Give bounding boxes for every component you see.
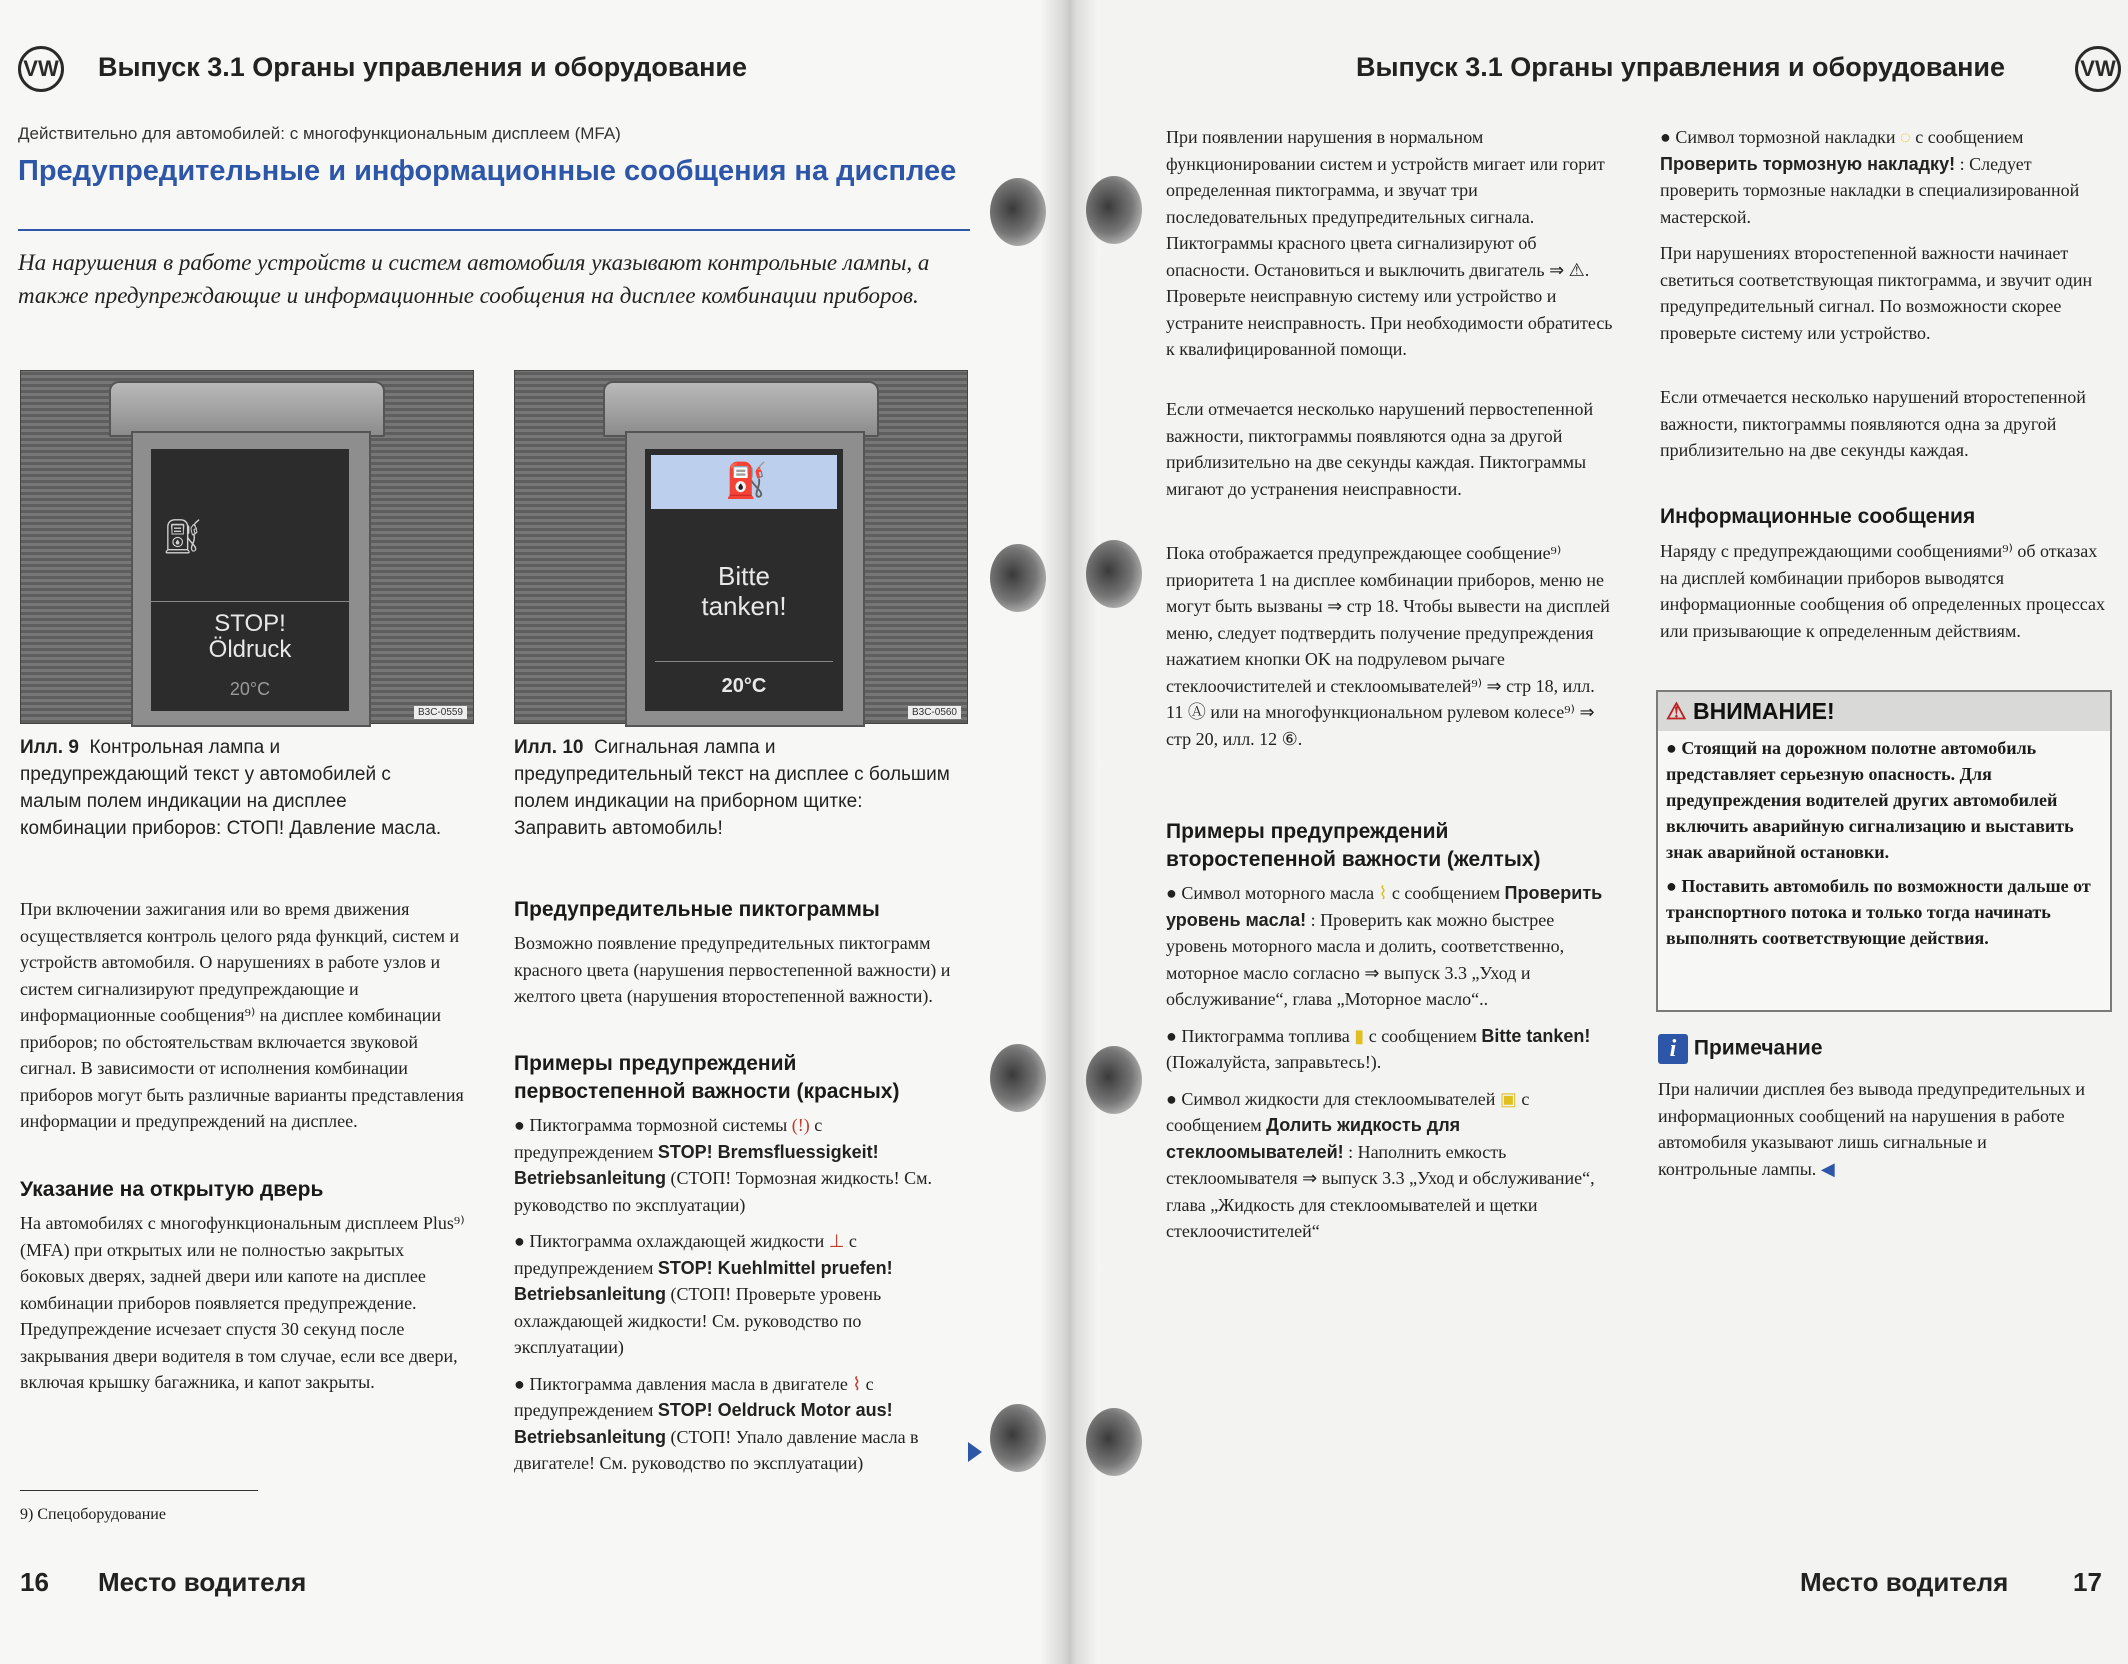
lcd-temperature: 20°C (721, 675, 767, 697)
note-title: Примечание (1693, 1036, 1823, 1060)
secondary-multiple-paragraph: Если отмечается несколько нарушений второстепенной важности, пиктограммы появляются одна за другой приблизительно на две секунды каждая. (1660, 387, 2086, 460)
footnote: 9) Спецоборудование (20, 1506, 166, 1523)
yellow-warning-item: ● Символ моторного масла ⌇ с сообщением Проверить уровень масла! : Проверить как можно быстрее уровень моторного масла и долить, соответственно, моторное масло согласно ⇒ выпуск 3.3 „Уход и обслуживание“, глава „Моторное масло“.. (1166, 883, 1603, 1009)
item-message: Проверить уровень масла! (1166, 883, 1603, 930)
item-text: с сообщением (1166, 1088, 1530, 1135)
item-message: Bitte tanken! (1481, 1025, 1591, 1046)
item-text: (СТОП! Тормозная жидкость! См. руководство по эксплуатации) (514, 1168, 933, 1215)
yellow-warning-item: ● Символ жидкости для стеклоомывателей ▣ с сообщением Долить жидкость для стеклоомывателей! : Наполнить емкость стеклоомывателя ⇒ выпуск 3.3 „Уход и обслуживание“, глава „Жидкость для стеклоомывателей и щетки стеклоочистителей“ (1166, 1088, 1595, 1241)
item-text: с сообщением (1910, 127, 2024, 147)
warning-title: ВНИМАНИЕ! (1693, 698, 1835, 724)
right-page-header: Выпуск 3.1 Органы управления и оборудование (1356, 52, 2006, 82)
item-text: с предупреждением (514, 1231, 857, 1278)
fuel-pump-icon: ⛽ (725, 461, 768, 501)
warning-triangle-icon: ⚠ (1666, 698, 1687, 724)
left-footer: Место водителя (98, 1567, 307, 1597)
warning-item-text: Поставить автомобиль по возможности дальше от транспортного потока и только тогда начинать выполнять соответствующие действия. (1666, 876, 2091, 948)
left-page (0, 0, 1060, 1664)
figure-10-caption-text: Сигнальная лампа и предупредительный текст на дисплее с большим полем индикации на приборном щитке: Заправить автомобиль! (514, 737, 950, 839)
menu-paragraph: Пока отображается предупреждающее сообщение⁹⁾ приоритета 1 на дисплее комбинации приборов, меню не могут быть вызваны ⇒ стр 18. Чтобы вывести на дисплей меню, следует подтвердить получение предупреждения нажатием кнопки OK на подрулевом рычаге стеклоочистителей и стеклоомывателей⁹⁾ ⇒ стр 18, илл. 11 Ⓐ или на многофункциональном рулевом колесе⁹⁾ ⇒ стр 20, илл. 12 ⑥. (1166, 543, 1610, 749)
display-screen (151, 449, 349, 711)
red-warnings-list (514, 1112, 966, 1487)
red-warning-item: ● Пиктограмма давления масла в двигателе ⌇ с предупреждением STOP! Oeldruck Motor aus! Betriebsanleitung (СТОП! Упало давление масла в двигателе! См. руководство по эксплуатации) (514, 1373, 919, 1473)
figure-code: B3C-0559 (414, 706, 467, 719)
red-warning-item: ● Пиктограмма охлаждающей жидкости ⊥ с предупреждением STOP! Kuehlmittel pruefen! Betriebsanleitung (СТОП! Проверьте уровень охлаждающей жидкости! См. руководство по эксплуатации) (514, 1231, 893, 1357)
item-text: Пиктограмма топлива (1181, 1025, 1355, 1046)
brake-system-icon: (!) (791, 1115, 810, 1135)
item-text: с предупреждением (514, 1115, 823, 1162)
display-hood (603, 381, 879, 437)
item-text: с сообщением (1364, 1025, 1482, 1046)
item-message: Долить жидкость для стеклоомывателей! (1166, 1115, 1461, 1162)
item-text: (СТОП! Упало давление масла в двигателе! См. руководство по эксплуатации) (514, 1426, 919, 1473)
red-warning-item: ● Пиктограмма тормозной системы (!) с предупреждением STOP! Bremsfluessigkeit! Betriebsanleitung (СТОП! Тормозная жидкость! См. руководство по эксплуатации) (514, 1115, 933, 1215)
item-text: Пиктограмма давления масла в двигателе (529, 1373, 853, 1394)
end-marker-icon: ◀ (1820, 1158, 1835, 1179)
page-title: Предупредительные и информационные сообщения на дисплее (18, 155, 957, 187)
fuel-icon: ▮ (1354, 1025, 1365, 1046)
item-message: STOP! Oeldruck Motor aus! Betriebsanleitung (514, 1400, 893, 1447)
item-text: (Пожалуйста, заправьтесь!). (1166, 1052, 1382, 1072)
figure-9 (20, 370, 474, 724)
item-text: : Наполнить емкость стеклоомывателя ⇒ выпуск 3.3 „Уход и обслуживание“, глава „Жидкость для стеклоомывателей и щетки стеклоочистителей“ (1166, 1141, 1595, 1241)
secondary-faults-paragraph: При нарушениях второстепенной важности начинает светиться соответствующая пиктограмма, и звучит один предупредительный сигнал. По возможности скорее проверьте систему или устройство. (1660, 243, 2093, 343)
validity-note: Действительно для автомобилей: с многофункциональным дисплеем (MFA) (18, 124, 621, 143)
vw-logo-icon: VW (18, 46, 64, 92)
item-text: Пиктограмма охлаждающей жидкости (529, 1231, 829, 1251)
multiple-faults-paragraph: Если отмечается несколько нарушений первостепенной важности, пиктограммы появляются одна за другой приблизительно на две секунды каждая. Пиктограммы мигают до устранения неисправности. (1166, 399, 1594, 499)
lcd-temperature: 20°C (229, 679, 271, 699)
item-text: с предупреждением (514, 1373, 874, 1420)
figure-10 (514, 370, 968, 724)
page-number-16: 16 (20, 1567, 49, 1597)
pictograms-paragraph: Возможно появление предупредительных пиктограмм красного цвета (нарушения первостепенной важности) и желтого цвета (нарушения второстепенной важности). (514, 933, 951, 1006)
display-hood (109, 381, 385, 437)
figure-10-caption (514, 734, 954, 842)
item-text: Символ жидкости для стеклоомывателей (1181, 1088, 1500, 1109)
pictograms-heading: Предупредительные пиктограммы (514, 898, 880, 921)
item-message: STOP! Kuehlmittel pruefen! Betriebsanleitung (514, 1257, 893, 1304)
left-page-header: Выпуск 3.1 Органы управления и оборудование (98, 52, 748, 82)
note-paragraph (1658, 1076, 2088, 1182)
item-text: : Следует проверить тормозные накладки в специализированной мастерской. (1660, 153, 2080, 227)
figure-10-label: Илл. 10 (514, 737, 584, 758)
washer-fluid-icon: ▣ (1499, 1088, 1517, 1109)
brake-pad-icon: ◌ (1900, 127, 1911, 147)
red-warnings-heading: Примеры предупреждений первостепенной важности (красных) (514, 1052, 900, 1103)
coolant-icon: ⊥ (828, 1231, 845, 1251)
warning-item: ● Поставить автомобиль по возможности дальше от транспортного потока и только тогда начинать выполнять соответствующие действия. (1666, 876, 2091, 948)
page-number-17: 17 (2073, 1567, 2102, 1597)
lcd-oeldruck-text: Öldruck (208, 636, 292, 663)
footnote-rule (20, 1490, 258, 1491)
screen-divider (655, 661, 833, 662)
note-text: При наличии дисплея без вывода предупредительных и информационных сообщений на нарушения в работе автомобиля указывают лишь сигнальные и контрольные лампы. (1658, 1079, 2085, 1179)
oil-pressure-icon: ⌇ (852, 1373, 862, 1394)
door-heading: Указание на открытую дверь (20, 1178, 324, 1201)
warning-header (1658, 692, 2110, 731)
yellow-warning-item: ● Пиктограмма топлива ▮ с сообщением Bitte tanken! (Пожалуйста, заправьтесь!). (1166, 1025, 1591, 1072)
figure-9-caption (20, 734, 450, 842)
item-text: Пиктограмма тормозной системы (529, 1115, 792, 1135)
item-message: STOP! Bremsfluessigkeit! Betriebsanleitung (514, 1141, 879, 1188)
lcd-tanken-text: tanken! (701, 591, 787, 621)
binding-hole (990, 1404, 1046, 1472)
item-message: Проверить тормозную накладку! (1660, 153, 1956, 174)
figure-9-label: Илл. 9 (20, 737, 79, 758)
binding-hole (990, 178, 1046, 246)
info-icon: i (1658, 1034, 1688, 1064)
fuel-icon-panel (651, 455, 837, 509)
door-paragraph: На автомобилях с многофункциональным дисплеем Plus⁹⁾ (MFA) при открытых или не полностью закрытых боковых дверях, задней двери или капоте на дисплее комбинации приборов появляется предупреждение. Предупреждение исчезает спустя 30 секунд после закрывания двери водителя в том случае, если все двери, включая крышку багажника, и капот закрыты. (20, 1213, 465, 1392)
continue-arrow-icon (968, 1442, 982, 1462)
oil-level-icon: ⌇ (1378, 883, 1388, 903)
lcd-stop-text: STOP! (214, 610, 286, 637)
lcd-bitte-text: Bitte (717, 561, 771, 591)
binding-hole (990, 544, 1046, 612)
malfunction-paragraph: При появлении нарушения в нормальном функционировании систем и устройств мигает или горит определенная пиктограмма, и звучат три последовательных предупредительных сигнала. Пиктограммы красного цвета сигнализируют об опасности. Остановиться и выключить двигатель ⇒ ⚠. Проверьте неисправную систему или устройство и устраните неисправность. При необходимости обратитесь к квалифицированной помощи. (1166, 127, 1613, 359)
warning-box (1656, 690, 2112, 1012)
binding-hole (990, 1044, 1046, 1112)
figure-code: B3C-0560 (908, 706, 961, 719)
item-text: (СТОП! Проверьте уровень охлаждающей жидкости! См. руководство по эксплуатации) (514, 1284, 882, 1357)
brake-pad-item: ● Символ тормозной накладки ◌ с сообщением Проверить тормозную накладку! : Следует проверить тормозные накладки в специализированной мастерской. (1660, 127, 2080, 227)
warning-item: ● Стоящий на дорожном полотне автомобиль представляет серьезную опасность. Для предупреждения водителей других автомобилей включить аварийную сигнализацию и выставить знак аварийной остановки. (1666, 738, 2074, 862)
yellow-warnings-heading: Примеры предупреждений второстепенной важности (желтых) (1166, 820, 1541, 871)
info-messages-paragraph: Наряду с предупреждающими сообщениями⁹⁾ об отказах на дисплей комбинации приборов выводятся информационные сообщения об определенных процессах или призывающие к определенным действиям. (1660, 541, 2105, 641)
right-page (1080, 0, 2128, 1664)
screen-divider (151, 601, 349, 602)
ignition-paragraph: При включении зажигания или во время движения осуществляется контроль целого ряда функций, систем и устройств автомобиля. О нарушениях в работе узлов и систем сигнализируют предупреждающие и информационные сообщения⁹⁾ на дисплее комбинации приборов; по обстоятельствам включается звуковой сигнал. В зависимости от исполнения комбинации приборов могут быть различные варианты представления информации и предупреждений на дисплее. (20, 899, 464, 1131)
item-text: : Проверить как можно быстрее уровень моторного масла и долить, соответственно, моторное масло согласно ⇒ выпуск 3.3 „Уход и обслуживание“, глава „Моторное масло“.. (1166, 909, 1565, 1009)
right-footer: Место водителя (1800, 1567, 2009, 1597)
item-text: Символ моторного масла (1181, 883, 1379, 903)
figure-9-caption-text: Контрольная лампа и предупреждающий текст у автомобилей с малым полем индикации на дисплее комбинации приборов: СТОП! Давление масла. (20, 737, 442, 839)
info-messages-heading: Информационные сообщения (1660, 505, 1976, 528)
item-text: Символ тормозной накладки (1675, 127, 1901, 147)
vw-logo-icon: VW (2075, 46, 2121, 92)
note-heading (1658, 1034, 2103, 1064)
item-text: с сообщением (1387, 883, 1505, 903)
intro-text: На нарушения в работе устройств и систем автомобиля указывают контрольные лампы, а также предупреждающие и информационные сообщения на дисплее комбинации приборов. (18, 250, 930, 308)
oil-can-icon: ⛽︎ (161, 518, 205, 556)
yellow-warnings-list (1166, 880, 1618, 1255)
title-rule (18, 229, 970, 231)
warning-item-text: Стоящий на дорожном полотне автомобиль представляет серьезную опасность. Для предупреждения водителей других автомобилей включить аварийную сигнализацию и выставить знак аварийной остановки. (1666, 738, 2074, 862)
